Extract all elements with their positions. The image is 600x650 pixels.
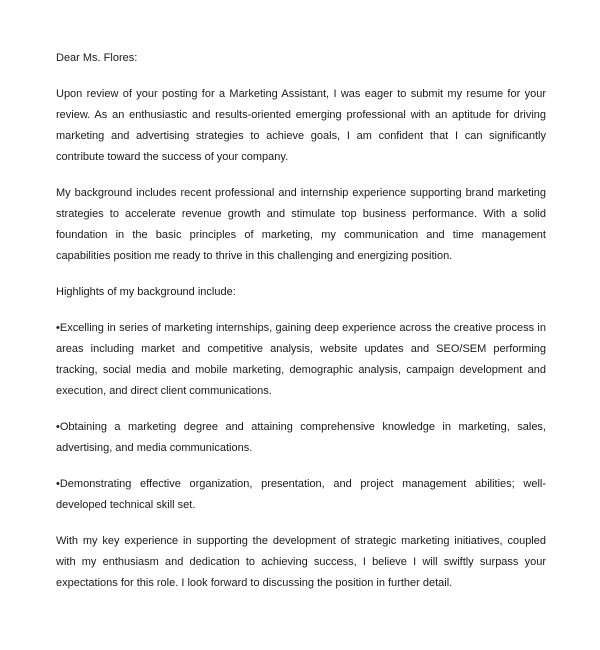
- highlight-item-skills: •Demonstrating effective organization, presentation, and project management abilities; well-developed technical skill set.: [56, 478, 546, 511]
- cover-letter-page: [56, 48, 546, 609]
- salutation: Dear Ms. Flores:: [56, 52, 138, 64]
- highlight-item-degree: •Obtaining a marketing degree and attaining comprehensive knowledge in marketing, sales, advertising, and media communications.: [56, 421, 546, 454]
- background-paragraph: My background includes recent professional and internship experience supporting brand marketing strategies to accelerate revenue growth and stimulate top business performance. With a solid foundation in the basic principles of marketing, my communication and time management capabilities position me ready to thrive in this challenging and energizing position.: [56, 187, 546, 262]
- highlight-item-internships: •Excelling in series of marketing internships, gaining deep experience across the creative process in areas including market and competitive analysis, website updates and SEO/SEM performing tracking, social media and mobile marketing, demographic analysis, campaign development and execution, and direct client communications.: [56, 322, 546, 397]
- intro-paragraph: Upon review of your posting for a Marketing Assistant, I was eager to submit my resume for your review. As an enthusiastic and results-oriented emerging professional with an aptitude for driving marketing and advertising strategies to achieve goals, I am confident that I can significantly contribute toward the success of your company.: [56, 88, 546, 163]
- highlights-heading: Highlights of my background include:: [56, 286, 236, 298]
- closing-paragraph: With my key experience in supporting the development of strategic marketing initiatives, coupled with my enthusiasm and dedication to achieving success, I believe I will swiftly surpass your expectations for this role. I look forward to discussing the position in further detail.: [56, 535, 546, 589]
